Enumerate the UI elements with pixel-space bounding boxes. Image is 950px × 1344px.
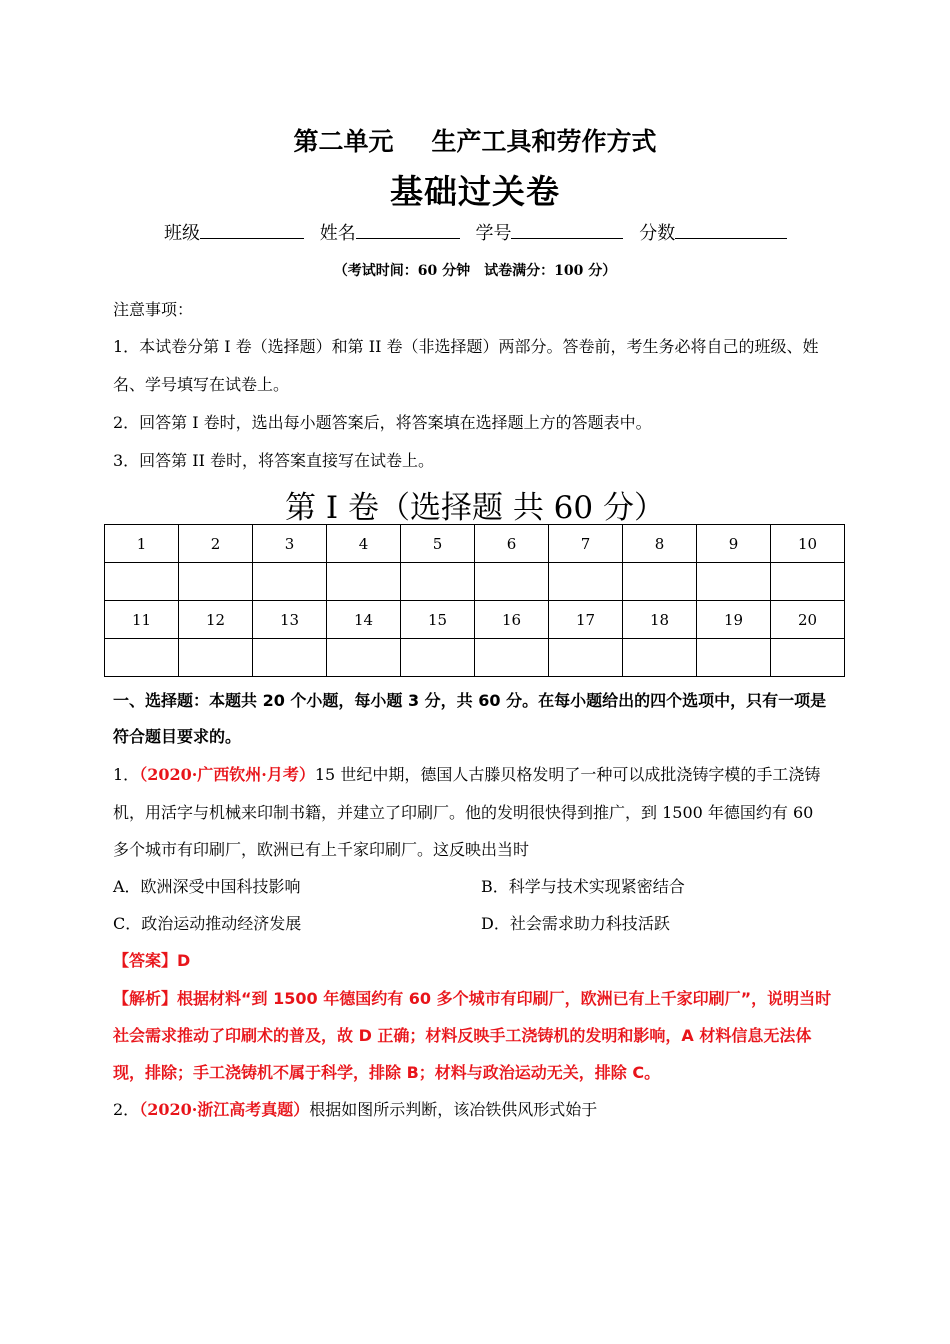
answer-number-row-1 [105, 525, 845, 563]
question-number: 1． [113, 765, 140, 784]
question-number-cell: 8 [623, 525, 697, 563]
question-2-stem [113, 1097, 597, 1120]
page-title: 基础过关卷 [390, 172, 560, 211]
question-number: 2． [113, 1100, 140, 1119]
section-instructions-cont: 符合题目要求的。 [113, 727, 242, 746]
answer-cell[interactable] [697, 563, 771, 601]
answer-cell[interactable] [549, 563, 623, 601]
question-1-line-2: 机，用活字与机械来印制书籍，并建立了印刷厂。他的发明很快得到推广，到 1500 年德国约有 60 [113, 803, 814, 822]
question-number-cell: 15 [401, 601, 475, 639]
answer-cell[interactable] [327, 639, 401, 677]
answer-cell[interactable] [401, 563, 475, 601]
question-number-cell: 16 [475, 601, 549, 639]
answer-cell[interactable] [179, 563, 253, 601]
answer-key: 【答案】D [113, 951, 191, 970]
unit-label: 第二单元 [293, 127, 394, 156]
question-number-cell: 5 [401, 525, 475, 563]
section-title: 第 I 卷（选择题 共 60 分） [285, 490, 665, 526]
answer-cell[interactable] [475, 639, 549, 677]
question-number-cell: 14 [327, 601, 401, 639]
question-number-cell: 6 [475, 525, 549, 563]
exam-info: （考试时间：60 分钟 试卷满分：100 分） [333, 263, 617, 279]
notes-heading: 注意事项： [113, 300, 194, 319]
question-number-cell: 4 [327, 525, 401, 563]
note-item-1-cont: 名、学号填写在试卷上。 [113, 375, 290, 394]
student-id-blank[interactable] [511, 220, 623, 239]
answer-cell[interactable] [475, 563, 549, 601]
unit-title [0, 122, 950, 158]
question-text: 15 世纪中期，德国人古滕贝格发明了一种可以成批浇铸字模的手工浇铸 [314, 765, 821, 784]
class-field[interactable] [164, 219, 304, 245]
option-a[interactable]: A．欧洲深受中国科技影响 [113, 877, 301, 896]
question-number-cell: 19 [697, 601, 771, 639]
student-id-field[interactable] [475, 219, 623, 245]
question-source: （2020·广西钦州·月考） [139, 765, 315, 784]
option-c[interactable]: C．政治运动推动经济发展 [113, 914, 302, 933]
answer-cell[interactable] [105, 563, 179, 601]
answer-number-row-2 [105, 601, 845, 639]
answer-blank-row-1 [105, 563, 845, 601]
answer-cell[interactable] [549, 639, 623, 677]
analysis-line-3: 现，排除；手工浇铸机不属于科学，排除 B；材料与政治运动无关，排除 C。 [113, 1063, 661, 1082]
question-number-cell: 10 [771, 525, 845, 563]
question-number-cell: 20 [771, 601, 845, 639]
question-text: 根据如图所示判断，该冶铁供风形式始于 [309, 1100, 598, 1119]
note-item-3: 3．回答第 II 卷时，将答案直接写在试卷上。 [113, 451, 434, 470]
analysis-line-2: 社会需求推动了印刷术的普及，故 D 正确；材料反映手工浇铸机的发明和影响，A 材料信息无法体 [113, 1026, 812, 1045]
option-d[interactable]: D．社会需求助力科技活跃 [481, 914, 670, 933]
score-label: 分数 [639, 223, 676, 244]
name-field[interactable] [320, 219, 460, 245]
answer-table [104, 524, 845, 677]
question-1-line-3: 多个城市有印刷厂，欧洲已有上千家印刷厂。这反映出当时 [113, 840, 530, 859]
question-number-cell: 12 [179, 601, 253, 639]
answer-cell[interactable] [771, 563, 845, 601]
class-blank[interactable] [200, 220, 304, 239]
question-number-cell: 2 [179, 525, 253, 563]
question-number-cell: 1 [105, 525, 179, 563]
question-number-cell: 11 [105, 601, 179, 639]
question-number-cell: 13 [253, 601, 327, 639]
option-b[interactable]: B．科学与技术实现紧密结合 [481, 877, 685, 896]
answer-cell[interactable] [179, 639, 253, 677]
answer-cell[interactable] [105, 639, 179, 677]
note-item-1: 1．本试卷分第 I 卷（选择题）和第 II 卷（非选择题）两部分。答卷前，考生务必将自己的班级、姓 [113, 337, 819, 356]
name-label: 姓名 [319, 223, 356, 244]
unit-topic: 生产工具和劳作方式 [431, 127, 657, 156]
answer-cell[interactable] [623, 563, 697, 601]
student-id-label: 学号 [475, 223, 512, 244]
analysis-line-1: 【解析】根据材料“到 1500 年德国约有 60 多个城市有印刷厂，欧洲已有上千家印刷厂”，说明当时 [113, 989, 832, 1008]
question-number-cell: 18 [623, 601, 697, 639]
class-label: 班级 [164, 223, 200, 244]
question-number-cell: 9 [697, 525, 771, 563]
question-number-cell: 17 [549, 601, 623, 639]
note-item-2: 2．回答第 I 卷时，选出每小题答案后，将答案填在选择题上方的答题表中。 [113, 413, 652, 432]
answer-cell[interactable] [401, 639, 475, 677]
question-number-cell: 7 [549, 525, 623, 563]
question-1-stem [113, 762, 820, 785]
score-blank[interactable] [675, 220, 787, 239]
answer-cell[interactable] [771, 639, 845, 677]
answer-blank-row-2 [105, 639, 845, 677]
student-info-row [164, 219, 797, 245]
question-source: （2020·浙江高考真题） [139, 1100, 310, 1119]
answer-cell[interactable] [697, 639, 771, 677]
name-blank[interactable] [356, 220, 460, 239]
answer-cell[interactable] [253, 639, 327, 677]
answer-cell[interactable] [623, 639, 697, 677]
answer-cell[interactable] [253, 563, 327, 601]
answer-cell[interactable] [327, 563, 401, 601]
question-number-cell: 3 [253, 525, 327, 563]
section-instructions: 一、选择题：本题共 20 个小题，每小题 3 分，共 60 分。在每小题给出的四个选项中，只有一项是 [113, 691, 827, 710]
score-field[interactable] [639, 219, 787, 245]
